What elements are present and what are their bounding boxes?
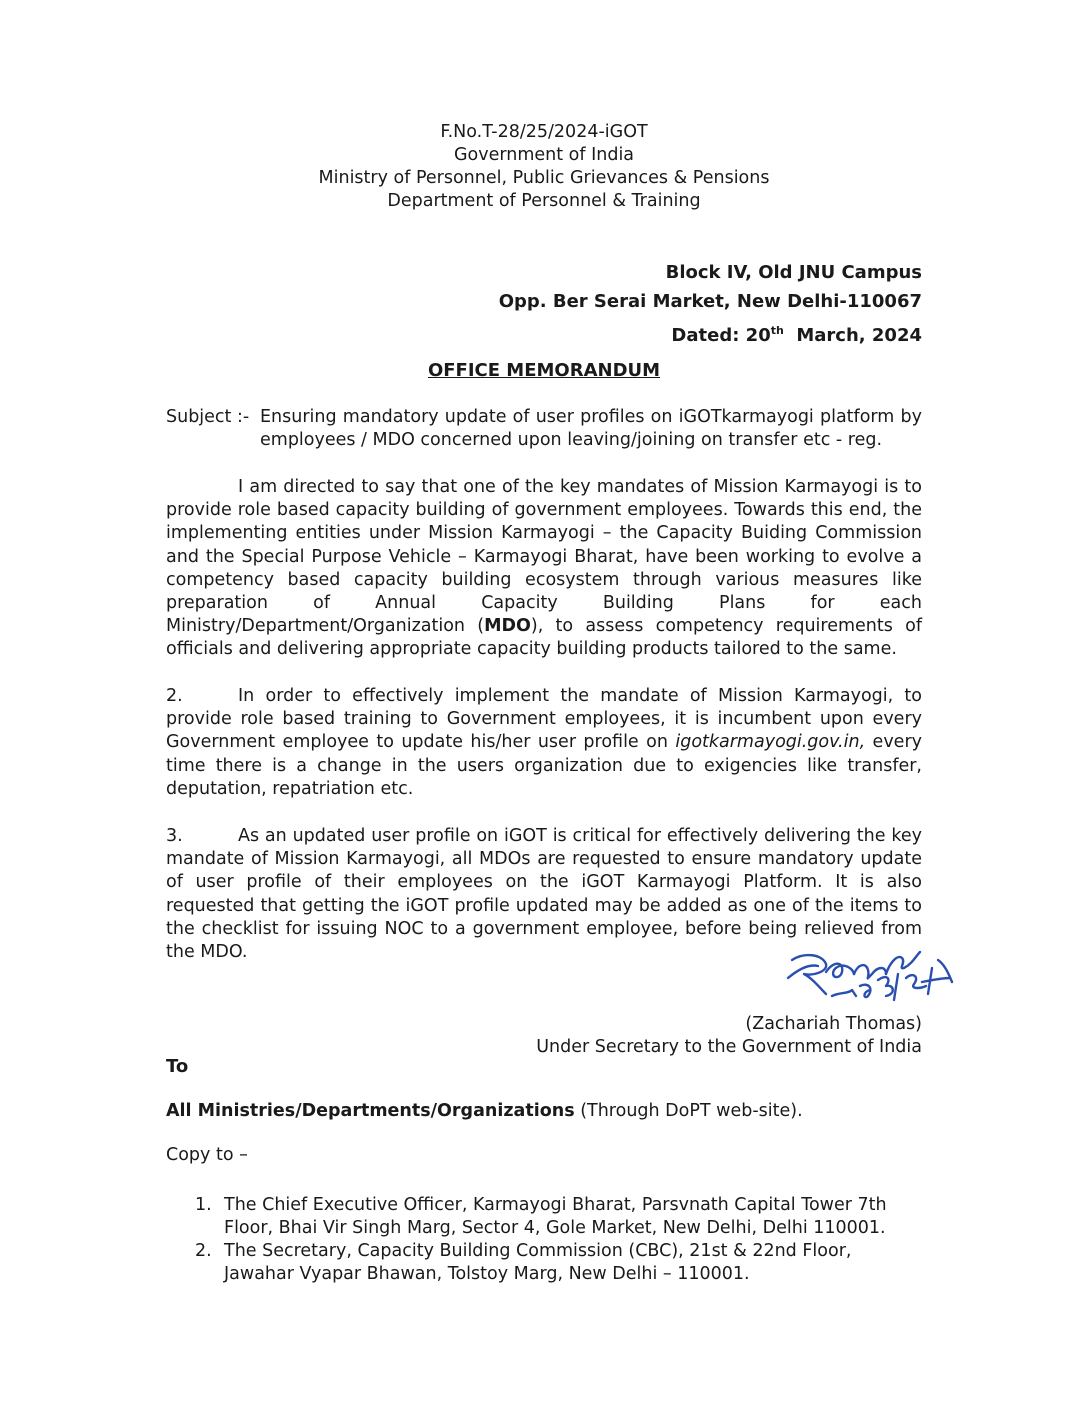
file-number: F.No.T-28/25/2024-iGOT — [440, 122, 648, 142]
signatory-block — [536, 1013, 922, 1059]
list-item: 2. The Secretary, Capacity Building Commission (CBC), 21st & 22nd Floor, Jawahar Vyapar Bhawan, Tolstoy Marg, New Delhi – 110001. — [195, 1241, 852, 1284]
portal-link[interactable]: igotkarmayogi.gov.in, — [675, 732, 866, 753]
to-label: To — [166, 1056, 189, 1077]
list-item: 1. The Chief Executive Officer, Karmayogi Bharat, Parsvnath Capital Tower 7th Floor, Bhai Vir Singh Marg, Sector 4, Gole Market, New Delhi, Delhi 110001. — [195, 1195, 887, 1238]
recipient-bold: All Ministries/Departments/Organizations — [166, 1101, 575, 1121]
subject-text: Ensuring mandatory update of user profiles on iGOTkarmayogi platform by employees / MDO concerned upon leaving/joining on transfer etc - reg. — [260, 407, 922, 450]
date-line — [499, 316, 922, 350]
address-line-1: Block IV, Old JNU Campus — [665, 262, 922, 283]
subject-block — [166, 406, 922, 452]
department-line: Department of Personnel & Training — [387, 191, 701, 211]
subject-label: Subject :- — [166, 407, 250, 427]
handwritten-signature — [782, 938, 962, 1010]
memo-title: OFFICE MEMORANDUM — [427, 360, 661, 381]
para3-text: As an updated user profile on iGOT is critical for effectively delivering the key mandate of Mission Karmayogi, all MDOs are requested to ensure mandatory update of user profile of their employees on the iGOT Karmayogi Platform. It is also requested that getting the iGOT profile updated may be added as one of the items to the checklist for issuing NOC to a government employee, before being relieved from the MDO. — [166, 826, 922, 963]
copy-to-list — [195, 1194, 925, 1286]
para3-number: 3. — [166, 826, 183, 846]
address-line-2: Opp. Ber Serai Market, New Delhi-110067 — [498, 291, 922, 312]
ministry-line: Ministry of Personnel, Public Grievances & Pensions — [318, 168, 770, 188]
paragraph-1 — [166, 476, 922, 662]
date-superscript: th — [770, 324, 784, 337]
recipient-rest: (Through DoPT web-site). — [574, 1101, 803, 1121]
government-line: Government of India — [453, 145, 635, 165]
address-block — [499, 258, 922, 350]
para1-bold: MDO — [484, 616, 531, 637]
copy-to-label: Copy to – — [166, 1145, 248, 1165]
signatory-name: (Zachariah Thomas) — [745, 1014, 922, 1034]
para2-text-a: In order to effectively implement the mandate of Mission Karmayogi, to provide role based training to Government employees, it is incumbent upon every Government employee to update his/her user profile on — [166, 686, 922, 753]
para2-text-b: every time there is a change in the users organization due to exigencies like transfer, deputation, repatriation etc. — [166, 732, 922, 799]
date-prefix: Dated: 20 — [671, 325, 771, 346]
para2-number: 2. — [166, 686, 183, 706]
para1-text-b: ), to assess competency requirements of officials and delivering appropriate capacity building products tailored to the same. — [166, 616, 922, 660]
signatory-designation: Under Secretary to the Government of India — [536, 1037, 922, 1057]
para1-text-a: I am directed to say that one of the key mandates of Mission Karmayogi is to provide role based capacity building of government employees. Towards this end, the implementing entities under Mission Karmayogi – the Capacity Buiding Commission and the Special Purpose Vehicle – Karmayogi Bharat, have been working to evolve a competency based capacity building ecosystem through various measures like preparation of Annual Capacity Building Plans for each Ministry/Department/Organization ( — [166, 477, 922, 637]
date-suffix: March, 2024 — [796, 325, 922, 346]
recipient-line — [166, 1101, 803, 1121]
paragraph-2 — [166, 685, 922, 801]
